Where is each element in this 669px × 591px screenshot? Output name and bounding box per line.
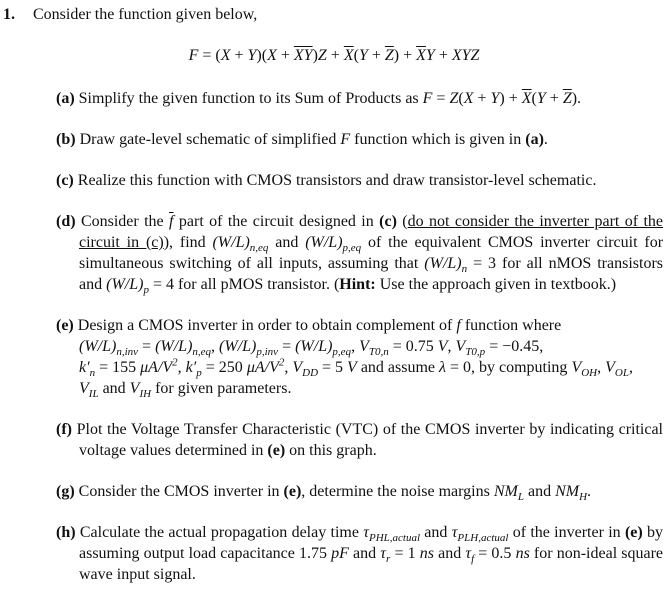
superscript: 2 bbox=[278, 356, 285, 369]
text: = bbox=[138, 338, 156, 355]
subscript: n,eq bbox=[249, 242, 269, 255]
subquestion-d bbox=[56, 211, 663, 295]
math: Z bbox=[317, 47, 327, 64]
text: Use the approach given in textbook.) bbox=[375, 276, 617, 293]
math: pF bbox=[331, 545, 349, 562]
text: + bbox=[230, 47, 248, 64]
math: V bbox=[437, 338, 448, 355]
subquestion-label: (b) bbox=[56, 131, 76, 148]
question-intro: Consider the function given below, bbox=[33, 6, 258, 23]
math: X bbox=[267, 47, 277, 64]
text: on this graph. bbox=[285, 442, 377, 459]
text: Calculate the actual propagation delay time bbox=[75, 524, 364, 541]
text: = bbox=[432, 90, 450, 107]
subquestion-a bbox=[56, 88, 663, 109]
subquestion-g bbox=[56, 481, 663, 502]
superscript: 2 bbox=[172, 356, 178, 369]
math: Y bbox=[358, 47, 368, 64]
text: Draw gate-level schematic of simplified bbox=[75, 131, 341, 148]
overline-math: $\overline{f}$ bbox=[169, 213, 174, 230]
subscript: n,eq bbox=[192, 346, 212, 359]
text: + bbox=[276, 47, 294, 64]
math: X bbox=[463, 90, 474, 107]
text: )( bbox=[256, 47, 268, 64]
math: ns bbox=[419, 545, 434, 562]
subscript: DD bbox=[302, 367, 319, 380]
text: ) bbox=[312, 47, 318, 64]
text: , bbox=[284, 359, 293, 376]
math: (W/L) bbox=[305, 234, 343, 251]
underlined-text: do not consider the inverter part of the circuit in (c) bbox=[79, 213, 664, 251]
overline-math: $\overline{XY}$ bbox=[293, 47, 313, 64]
text: , bbox=[351, 338, 360, 355]
math: V bbox=[455, 338, 466, 355]
overline-math: $\overline{X}$ bbox=[343, 47, 354, 64]
text: . bbox=[543, 131, 548, 148]
text: part of the circuit designed in bbox=[173, 213, 380, 230]
subquestion-label: (c) bbox=[56, 172, 74, 189]
overline-math: $\overline{Z}$ bbox=[384, 47, 394, 64]
math: Z bbox=[449, 90, 459, 107]
math: V bbox=[359, 338, 369, 355]
text: Simplify the given function to its Sum of Products as bbox=[74, 90, 423, 107]
text: = 0.5 bbox=[474, 545, 516, 562]
text: , bbox=[447, 338, 456, 355]
text: of the inverter in bbox=[508, 524, 625, 541]
text: for non-ideal square wave input signal. bbox=[79, 545, 664, 583]
subscript: p bbox=[196, 367, 202, 380]
math: k′ bbox=[79, 359, 90, 376]
bold-ref: (c) bbox=[379, 213, 397, 230]
math: τ bbox=[363, 524, 369, 541]
bold-ref: Hint: bbox=[339, 276, 376, 293]
math: (W/L) bbox=[212, 234, 250, 251]
question-header bbox=[3, 4, 665, 25]
subscript: p bbox=[143, 284, 149, 297]
subquestion-f bbox=[56, 419, 663, 461]
overline-math: $\overline{X}$ bbox=[416, 47, 426, 64]
subscript: PLH,actual bbox=[457, 532, 509, 545]
math: V bbox=[571, 359, 582, 376]
text: and bbox=[268, 234, 306, 251]
math: V bbox=[605, 359, 615, 376]
math: XYZ bbox=[451, 47, 480, 64]
text: , bbox=[597, 359, 606, 376]
text: ) + bbox=[393, 47, 417, 64]
bold-ref: (e) bbox=[267, 442, 286, 459]
subscript: p,eq bbox=[332, 346, 352, 359]
subquestion-label: (g) bbox=[56, 483, 75, 500]
text: = bbox=[278, 338, 296, 355]
subscript: OL bbox=[614, 367, 629, 380]
math: Y bbox=[536, 90, 546, 107]
math: μA/V bbox=[140, 359, 173, 376]
bold-ref: (e) bbox=[624, 524, 643, 541]
text: = 0.75 bbox=[388, 338, 438, 355]
subscript: f bbox=[471, 553, 475, 566]
text: Realize this function with CMOS transistors and draw transistor-level schematic. bbox=[73, 172, 597, 189]
text: = 0, by computing bbox=[445, 359, 572, 376]
text: = 3 for all nMOS transistors and bbox=[79, 255, 664, 293]
subscript: L bbox=[517, 491, 524, 504]
math: F bbox=[188, 47, 199, 64]
text: , determine the noise margins bbox=[301, 483, 494, 500]
text: = ( bbox=[198, 47, 221, 64]
math: Y bbox=[425, 47, 435, 64]
overline-math: $\overline{Z}$ bbox=[562, 90, 572, 107]
text: by assuming output load capacitance 1.75 bbox=[79, 524, 664, 562]
math: V bbox=[129, 380, 140, 397]
math: F bbox=[340, 131, 351, 148]
text: ) + bbox=[499, 90, 522, 107]
math: Y bbox=[490, 90, 500, 107]
subscript: n,inv bbox=[116, 346, 139, 359]
text: , bbox=[628, 359, 633, 376]
text: = 1 bbox=[390, 545, 420, 562]
text: and bbox=[420, 524, 452, 541]
overline-math: $\overline{X}$ bbox=[521, 90, 532, 107]
text: Consider the bbox=[75, 213, 170, 230]
text: = 250 bbox=[201, 359, 247, 376]
text: = 5 bbox=[318, 359, 348, 376]
subscript: IL bbox=[88, 388, 99, 401]
text: ). bbox=[571, 90, 582, 107]
subquestion-label: (h) bbox=[56, 524, 76, 541]
text: ( bbox=[396, 213, 408, 230]
subquestion-c bbox=[56, 170, 663, 191]
math: ns bbox=[515, 545, 530, 562]
math: X bbox=[220, 47, 231, 64]
question-number: 1. bbox=[3, 6, 15, 23]
text: and bbox=[348, 545, 381, 562]
text: ), find bbox=[163, 234, 213, 251]
text: and bbox=[433, 545, 466, 562]
text: of the equivalent CMOS inverter circuit for simultaneous switching of all inputs, assuming that bbox=[79, 234, 664, 272]
math: (W/L) bbox=[295, 338, 333, 355]
bold-ref: (e) bbox=[283, 483, 302, 500]
subquestion-label: (a) bbox=[56, 90, 75, 107]
math: V bbox=[292, 359, 303, 376]
text: + bbox=[473, 90, 491, 107]
text: , bbox=[177, 359, 186, 376]
text: = −0.45, bbox=[485, 338, 544, 355]
math: τ bbox=[380, 545, 387, 562]
text: function where bbox=[460, 317, 562, 334]
math: V bbox=[347, 359, 357, 376]
subscript: T0,p bbox=[465, 346, 486, 359]
subscript: H bbox=[579, 491, 588, 504]
subscript: PHL,actual bbox=[368, 532, 420, 545]
text: and assume bbox=[356, 359, 440, 376]
text: = 155 bbox=[95, 359, 141, 376]
math: (W/L) bbox=[79, 338, 117, 355]
text: , bbox=[211, 338, 220, 355]
math: NM bbox=[493, 483, 518, 500]
math: τ bbox=[451, 524, 458, 541]
subscript: OH bbox=[581, 367, 598, 380]
subquestion-e bbox=[56, 315, 663, 399]
subscript: p,inv bbox=[256, 346, 279, 359]
text: + bbox=[434, 47, 452, 64]
math: μA/V bbox=[246, 359, 279, 376]
subquestion-label: (d) bbox=[56, 213, 76, 230]
text: for given parameters. bbox=[151, 380, 292, 397]
text: and bbox=[523, 483, 556, 500]
math: NM bbox=[555, 483, 580, 500]
text: function which is given in bbox=[350, 131, 526, 148]
bold-ref: (a) bbox=[525, 131, 544, 148]
subquestion-b bbox=[56, 129, 663, 150]
text: = 4 for all pMOS transistor. ( bbox=[148, 276, 340, 293]
math: k′ bbox=[185, 359, 197, 376]
text: ( bbox=[458, 90, 464, 107]
math: Y bbox=[247, 47, 257, 64]
text: + bbox=[326, 47, 344, 64]
text: . bbox=[587, 483, 592, 500]
subscript: T0,n bbox=[368, 346, 389, 359]
math: f bbox=[456, 317, 461, 334]
subscript: p,eq bbox=[342, 242, 362, 255]
subscript: r bbox=[386, 553, 391, 566]
subscript: n bbox=[461, 263, 468, 276]
subquestion-list bbox=[3, 88, 665, 585]
subscript: IH bbox=[139, 388, 152, 401]
math: V bbox=[79, 380, 89, 397]
text: Consider the CMOS inverter in bbox=[74, 483, 284, 500]
subquestion-label: (e) bbox=[56, 317, 74, 334]
text: + bbox=[545, 90, 563, 107]
math: (W/L) bbox=[424, 255, 462, 272]
text: Design a CMOS inverter in order to obtain complement of bbox=[73, 317, 457, 334]
subscript: n bbox=[89, 367, 96, 380]
math: F bbox=[422, 90, 433, 107]
math: (W/L) bbox=[219, 338, 257, 355]
math: (W/L) bbox=[155, 338, 193, 355]
math: τ bbox=[465, 545, 472, 562]
subquestion-label: (f) bbox=[56, 421, 72, 438]
text: ( bbox=[531, 90, 537, 107]
math: (W/L) bbox=[106, 276, 144, 293]
text: Plot the Voltage Transfer Characteristic (VTC) of the CMOS inverter by indicating critical voltage values determined in bbox=[71, 421, 663, 459]
text: and bbox=[98, 380, 130, 397]
function-equation bbox=[3, 45, 665, 66]
text: + bbox=[367, 47, 385, 64]
math: λ bbox=[439, 359, 446, 376]
text: ( bbox=[353, 47, 359, 64]
subquestion-h bbox=[56, 522, 663, 585]
